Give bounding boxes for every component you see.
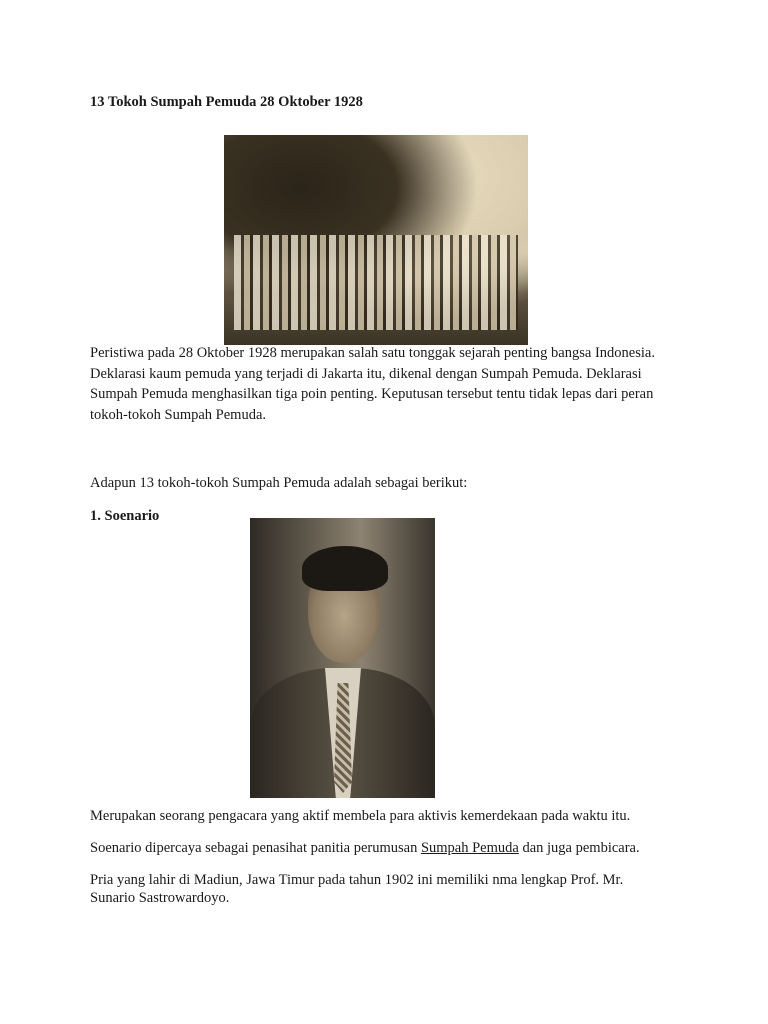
intro-paragraph [90, 343, 690, 425]
sumpah-pemuda-link[interactable]: Sumpah Pemuda [420, 840, 519, 856]
intro-line: tokoh-tokoh Sumpah Pemuda. [90, 406, 267, 423]
list-intro: Adapun 13 tokoh-tokoh Sumpah Pemuda adalah sebagai berikut: [90, 475, 468, 491]
document-title: 13 Tokoh Sumpah Pemuda 28 Oktober 1928 [90, 94, 363, 110]
soenario-paragraph-3-line-2: Sunario Sastrowardoyo. [90, 890, 230, 906]
text: Soenario dipercaya sebagai penasihat panitia perumusan [90, 840, 421, 856]
text: dan juga pembicara. [518, 840, 640, 856]
soenario-paragraph-3-line-1: Pria yang lahir di Madiun, Jawa Timur pada tahun 1902 ini memiliki nma lengkap Prof. Mr. [90, 872, 624, 888]
sumpah-pemuda-group-photo [224, 135, 528, 345]
soenario-paragraph-2 [90, 838, 640, 858]
soenario-portrait [250, 518, 435, 798]
section-heading-soenario: 1. Soenario [90, 508, 160, 524]
intro-line: Sumpah Pemuda menghasilkan tiga poin penting. Keputusan tersebut tentu tidak lepas dari peran [90, 386, 654, 402]
soenario-paragraph-1: Merupakan seorang pengacara yang aktif membela para aktivis kemerdekaan pada waktu itu. [90, 808, 631, 824]
intro-line: Peristiwa pada 28 Oktober 1928 merupakan salah satu tonggak sejarah penting bangsa Indonesia. [90, 345, 655, 361]
intro-line: Deklarasi kaum pemuda yang terjadi di Jakarta itu, dikenal dengan Sumpah Pemuda. Deklarasi [90, 365, 642, 382]
